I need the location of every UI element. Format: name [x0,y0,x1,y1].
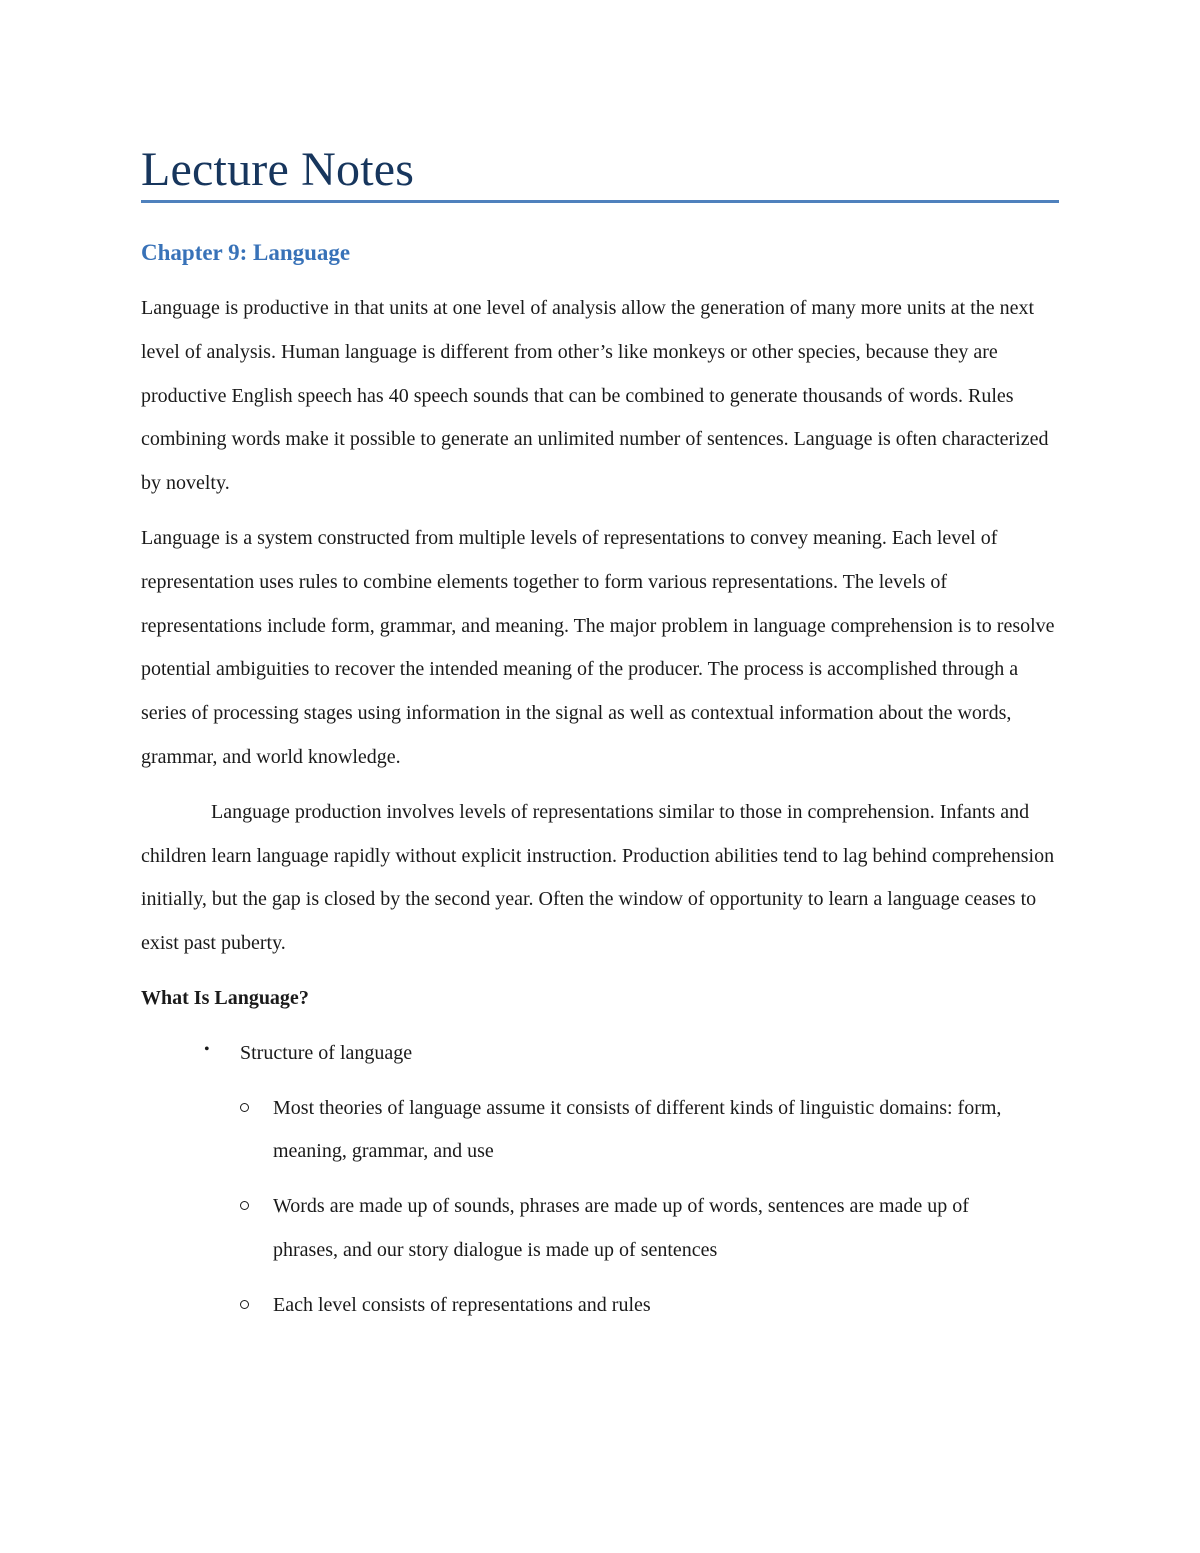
sub-bullet-item [141,1185,1003,1273]
bullet-list [141,1032,1059,1328]
hollow-circle-icon [240,1103,249,1112]
paragraph-production: Language production involves levels of representations similar to those in comprehension. Infants and children learn language rapidly without explicit instruction. Production abilities tend to lag behind comprehension initially, but the gap is closed by the second year. Often the window of opportunity to learn a language ceases to exist past puberty. [141,800,1055,955]
hollow-circle-icon [240,1300,249,1309]
sub-bullet-text: Words are made up of sounds, phrases are made up of words, sentences are made up of phrases, and our story dialogue is made up of sentences [273,1195,969,1261]
title-divider [141,200,1059,203]
chapter-heading: Chapter 9: Language [141,240,351,265]
paragraph-productivity: Language is productive in that units at one level of analysis allow the generation of many more units at the next level of analysis. Human language is different from other’s like monkeys or other species, because they are productive English speech has 40 speech sounds that can be combined to generate thousands of words. Rules combining words make it possible to generate an unlimited number of sentences. Language is often characterized by novelty. [141,297,1049,495]
bullet-dot-icon: • [204,1040,210,1058]
document-title: Lecture Notes [141,143,415,196]
sub-bullet-item [141,1087,1003,1175]
bullet-item [141,1032,1059,1076]
sub-bullet-item [141,1284,1003,1328]
sub-bullet-text: Each level consists of representations and rules [273,1293,651,1316]
section-heading: What Is Language? [141,986,309,1009]
sub-bullet-text: Most theories of language assume it consists of different kinds of linguistic domains: form, meaning, grammar, and use [273,1096,1002,1163]
bullet-label: Structure of language [240,1041,413,1064]
hollow-circle-icon [240,1201,249,1210]
paragraph-system: Language is a system constructed from multiple levels of representations to convey meaning. Each level of representation uses rules to combine elements together to form various representations. The levels of representations include form, grammar, and meaning. The major problem in language comprehension is to resolve potential ambiguities to recover the intended meaning of the producer. The process is accomplished through a series of processing stages using information in the signal as well as contextual information about the words, grammar, and world knowledge. [141,526,1055,768]
document-page [141,140,1059,1339]
